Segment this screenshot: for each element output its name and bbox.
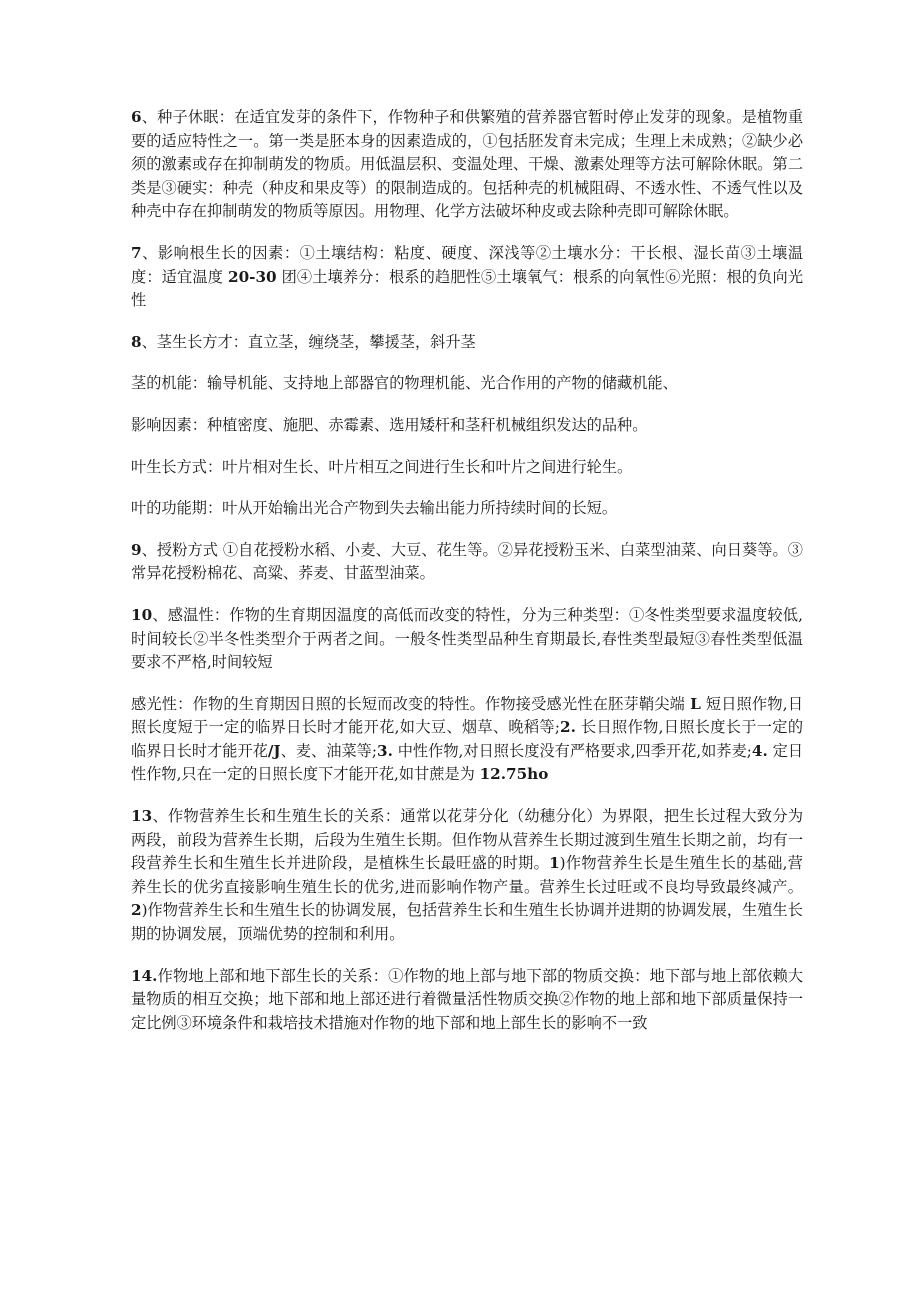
paragraph-text: )作物营养生长和生殖生长的协调发展，包括营养生长和生殖生长协调并进期的协调发展，生殖生长期的协调发展，顶端优势的控制和利用。 — [131, 901, 803, 944]
bold-fragment: 2 — [131, 901, 142, 920]
paragraph-text: 茎的机能：输导机能、支持地上部器官的物理机能、光合作用的产物的储藏机能、 — [131, 374, 678, 393]
paragraph-stem-growth — [131, 331, 803, 355]
paragraph-number: 8 — [131, 332, 142, 351]
paragraph-number: 13 — [131, 807, 153, 826]
paragraph-number: 10 — [131, 605, 153, 624]
paragraph-photosensitivity — [131, 693, 803, 787]
paragraph-text: 、影响根生长的因素：①土壤结构：粘度、硬度、深浅等②土壤水分：干长根、湿长苗③土壤温度：适宜温度 — [131, 243, 803, 286]
paragraph-text: 短日照作物,日照长度短于一定的临界日长时才能开花,如大豆、烟草、晚稻等; — [131, 694, 804, 737]
paragraph-text: 、授粉方式 ①自花授粉水稻、小麦、大豆、花生等。②异花授粉玉米、白菜型油菜、向日葵等。③常异花授粉棉花、高粱、荞麦、甘蓝型油菜。 — [131, 540, 803, 583]
document-page — [131, 106, 803, 1053]
bold-fragment: 12.75ho — [479, 765, 549, 784]
paragraph-leaf-function-period — [131, 497, 803, 521]
paragraph-above-below-ground — [131, 965, 803, 1036]
paragraph-influence-factors — [131, 414, 803, 438]
paragraph-text: 影响因素：种植密度、施肥、赤霉素、选用矮杆和茎秆机械组织发达的品种。 — [131, 415, 648, 434]
paragraph-text: 、麦、油菜等; — [280, 741, 377, 760]
paragraph-thermosensitivity — [131, 604, 803, 675]
paragraph-text: 定日性作物,只在一定的日照长度下才能开花,如甘蔗是为 — [131, 741, 804, 784]
bold-fragment: 3. — [377, 741, 393, 760]
temperature-range: 20-30 — [228, 267, 277, 286]
paragraph-text: 、种子休眠：在适宜发芽的条件下，作物种子和供繁殖的营养器官暂时停止发芽的现象。是植物重要的适应特性之一。第一类是胚本身的因素造成的，①包括胚发育未完成；生理上未成熟；②缺少必须的激素或存在抑制萌发的物质。用低温层积、变温处理、干燥、激素处理等方法可解除休眠。第二类是③硬实：种壳（种皮和果皮等）的限制造成的。包括种壳的机械阻碍、不透水性、不透气性以及种壳中存在抑制萌发的物质等原因。用物理、化学方法破坏种皮或去除种壳即可解除休眠。 — [131, 108, 803, 221]
bold-fragment: 4. — [751, 741, 768, 760]
paragraph-text: 、作物营养生长和生殖生长的关系：通常以花芽分化（幼穗分化）为界限，把生长过程大致分为两段，前段为营养生长期，后段为生殖生长期。但作物从营养生长期过渡到生殖生长期之前，均有一段营养生长和生殖生长并进阶段，是植株生长最旺盛的时期。 — [131, 807, 803, 873]
paragraph-text: 作物地上部和地下部生长的关系：①作物的地上部与地下部的物质交换：地下部与地上部依赖大量物质的相互交换；地下部和地上部还进行着微量活性物质交换②作物的地上部和地下部质量保持一定比例③环境条件和栽培技术措施对作物的地下部和地上部生长的影响不一致 — [131, 966, 803, 1032]
paragraph-text: )作物营养生长是生殖生长的基础,营养生长的优劣直接影响生殖生长的优劣,进而影响作物产量。营养生长过旺或不良均导致最终减产。 — [131, 854, 803, 896]
paragraph-text: 、感温性：作物的生育期因温度的高低而改变的特性，分为三种类型：①冬性类型要求温度较低,时间较长②半冬性类型介于两者之间。一般冬性类型品种生育期最长,春性类型最短③春性类型低温要求不严格,时间较短 — [131, 605, 803, 672]
paragraph-stem-functions — [131, 372, 803, 396]
paragraph-text: 中性作物,对日照长度没有严格要求,四季开花,如荞麦; — [392, 741, 752, 760]
paragraph-text: 感光性：作物的生育期因日照的长短而改变的特性。作物接受感光性在胚芽鞘尖端 — [131, 694, 691, 713]
paragraph-text: 团④土壤养分：根系的趋肥性⑤土壤氧气：根系的向氧性⑥光照：根的负向光性 — [131, 267, 804, 310]
paragraph-number: 14. — [131, 966, 158, 985]
paragraph-text: 、茎生长方才：直立茎，缠绕茎，攀援茎，斜升茎 — [141, 332, 476, 351]
paragraph-vegetative-reproductive — [131, 805, 803, 947]
bold-fragment: 1 — [549, 854, 560, 873]
bold-fragment: /J — [267, 741, 281, 760]
paragraph-pollination — [131, 539, 803, 586]
paragraph-root-growth-factors — [131, 242, 803, 313]
paragraph-number: 9 — [131, 540, 142, 559]
paragraph-text: 叶生长方式：叶片相对生长、叶片相互之间进行生长和叶片之间进行轮生。 — [131, 457, 633, 476]
paragraph-number: 7 — [131, 243, 142, 262]
paragraph-seed-dormancy — [131, 106, 803, 224]
paragraph-leaf-growth — [131, 456, 803, 480]
paragraph-text: 叶的功能期：叶从开始输出光合产物到失去输出能力所持续时间的长短。 — [131, 499, 617, 518]
bold-fragment: L — [690, 694, 701, 713]
bold-fragment: 2. — [560, 718, 576, 737]
paragraph-text: 长日照作物,日照长度长于一定的临界日长时才能开花 — [131, 718, 804, 760]
paragraph-number: 6 — [131, 108, 142, 126]
